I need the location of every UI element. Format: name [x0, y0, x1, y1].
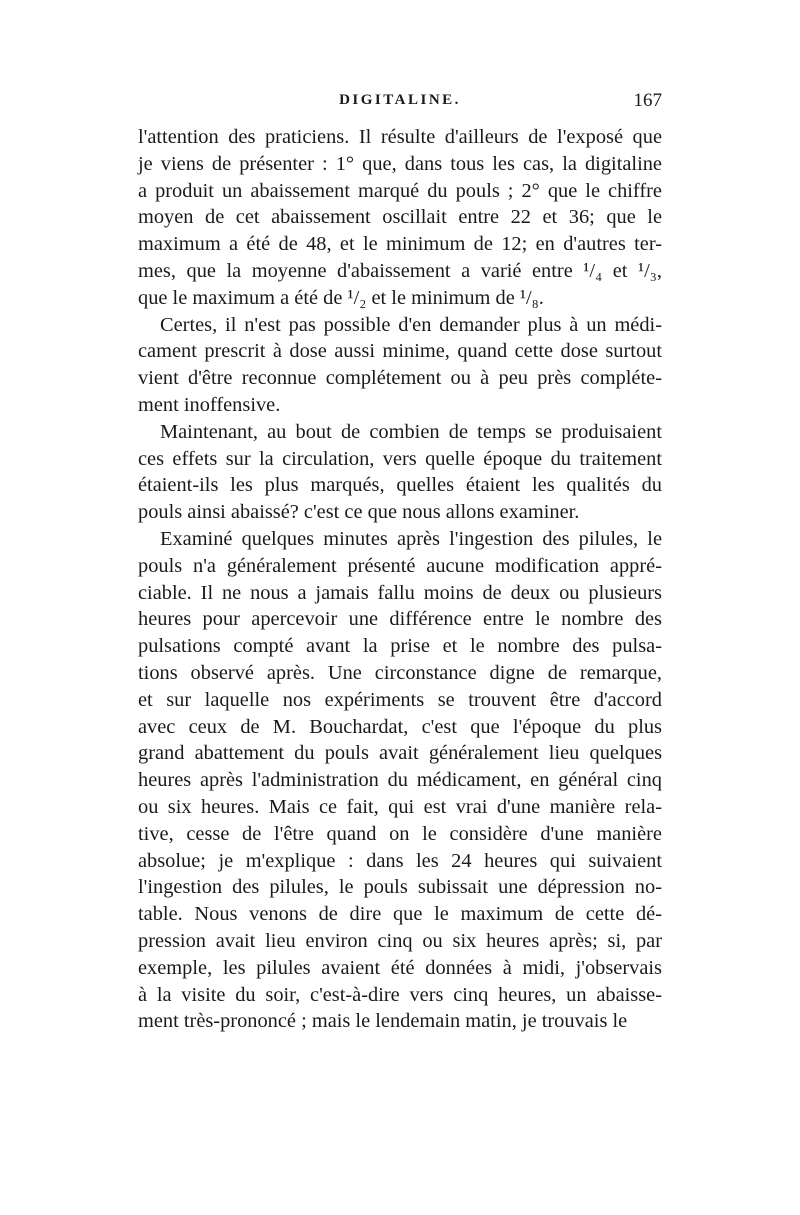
- text-line: pouls ainsi abaissé? c'est ce que nous allons examiner.: [138, 501, 580, 524]
- text-line: à la visite du soir, c'est-à-dire vers cinq heures, un abaisse-: [138, 983, 662, 1006]
- running-head: [138, 92, 662, 118]
- text-line: table. Nous venons de dire que le maximum de cette dé-: [138, 903, 662, 926]
- paragraph: [138, 312, 662, 419]
- paragraph: [138, 419, 662, 526]
- text-line: a produit un abaissement marqué du pouls ; 2° que le chiffre: [138, 179, 662, 202]
- text-line: pression avait lieu environ cinq ou six heures après; si, par: [138, 929, 662, 952]
- book-page: [138, 92, 662, 1035]
- text-line: Certes, il n'est pas possible d'en demander plus à un médi-: [160, 313, 662, 336]
- paragraph: [138, 124, 662, 312]
- text-line: pulsations compté avant la prise et le nombre des pulsa-: [138, 635, 662, 658]
- text-line: Maintenant, au bout de combien de temps se produisaient: [160, 420, 662, 443]
- text-line: ou six heures. Mais ce fait, qui est vrai d'une manière rela-: [138, 795, 662, 818]
- text-line: vient d'être reconnue complétement ou à peu près compléte-: [138, 367, 662, 390]
- text-line: tions observé après. Une circonstance digne de remarque,: [138, 661, 662, 684]
- text-line: tive, cesse de l'être quand on le considère d'une manière: [138, 822, 662, 845]
- text-line: moyen de cet abaissement oscillait entre 22 et 36; que le: [138, 206, 662, 229]
- text-line: Examiné quelques minutes après l'ingestion des pilules, le: [160, 527, 662, 550]
- text-line: ment inoffensive.: [138, 393, 281, 416]
- text-line: heures pour apercevoir une différence entre le nombre des: [138, 608, 662, 631]
- page-number: 167: [633, 90, 662, 111]
- paragraph: [138, 526, 662, 1035]
- text-line: mes, que la moyenne d'abaissement a varié entre ¹/₄ et ¹/₃,: [138, 259, 662, 282]
- text-line: avec ceux de M. Bouchardat, c'est que l'époque du plus: [138, 715, 662, 738]
- text-line: que le maximum a été de ¹/₂ et le minimum de ¹/₈.: [138, 286, 544, 309]
- text-line: heures après l'administration du médicament, en général cinq: [138, 769, 662, 792]
- text-line: ment très-prononcé ; mais le lendemain matin, je trouvais le: [138, 1010, 628, 1033]
- text-line: exemple, les pilules avaient été données à midi, j'observais: [138, 956, 662, 979]
- text-line: grand abattement du pouls avait généralement lieu quelques: [138, 742, 662, 765]
- text-line: je viens de présenter : 1° que, dans tous les cas, la digitaline: [138, 152, 662, 175]
- text-line: l'ingestion des pilules, le pouls subissait une dépression no-: [138, 876, 662, 899]
- text-line: ciable. Il ne nous a jamais fallu moins de deux ou plusieurs: [138, 581, 662, 604]
- text-line: pouls n'a généralement présenté aucune modification appré-: [138, 554, 662, 577]
- text-line: étaient-ils les plus marqués, quelles étaient les qualités du: [138, 474, 662, 497]
- text-line: absolue; je m'explique : dans les 24 heures qui suivaient: [138, 849, 662, 872]
- text-line: maximum a été de 48, et le minimum de 12; en d'autres ter-: [138, 233, 662, 256]
- text-line: l'attention des praticiens. Il résulte d'ailleurs de l'exposé que: [138, 126, 662, 148]
- body-text: [138, 124, 662, 1035]
- text-line: cament prescrit à dose aussi minime, quand cette dose surtout: [138, 340, 662, 363]
- text-line: ces effets sur la circulation, vers quelle époque du traitement: [138, 447, 662, 470]
- running-title: DIGITALINE.: [339, 92, 461, 108]
- text-line: et sur laquelle nos expériments se trouvent être d'accord: [138, 688, 662, 711]
